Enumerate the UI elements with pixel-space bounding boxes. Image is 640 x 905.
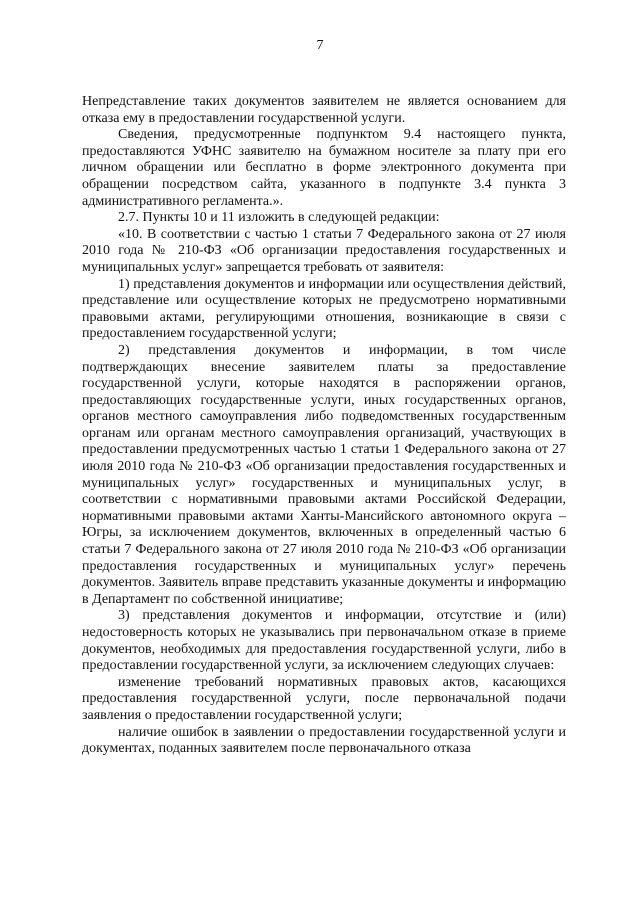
paragraph-case-requirements-change: изменение требований нормативных правовых актов, касающихся предоставления государственной услуги, после первоначальной подачи заявления о предоставлении государственной услуги; [82, 674, 566, 723]
paragraph-info-provision: Сведения, предусмотренные подпунктом 9.4 настоящего пункта, предоставляются УФНС заявителю на бумажном носителе за плату при его личном обращении или бесплатно в форме электронного документа при обращении посредством сайта, указанного в подпункте 3.4 пункта 3 административного регламента.». [82, 127, 566, 209]
document-body [82, 94, 566, 758]
paragraph-clause-10: «10. В соответствии с частью 1 статьи 7 Федерального закона от 27 июля 2010 года № 210-ФЗ «Об организации предоставления государственных и муниципальных услуг» запрещается требовать от заявителя: [82, 226, 566, 275]
paragraph-amendment-2-7: 2.7. Пункты 10 и 11 изложить в следующей редакции: [118, 210, 440, 226]
paragraph-case-errors: наличие ошибок в заявлении о предоставлении государственной услуги и документах, поданных заявителем после первоначального отказа [82, 724, 566, 757]
paragraph-continuation: Непредставление таких документов заявителем не является основанием для отказа ему в предоставлении государственной услуги. [82, 94, 566, 126]
paragraph-item-3: 3) представления документов и информации, отсутствие и (или) недостоверность которых не указывались при первоначальном отказе в приеме документов, необходимых для предоставления государственной услуги, либо в предоставлении государственной услуги, за исключением следующих случаев: [82, 608, 566, 674]
paragraph-item-2: 2) представления документов и информации, в том числе подтверждающих внесение заявителем платы за предоставление государственной услуги, которые находятся в распоряжении органов, предоставляющих государственные услуги, иных государственных органов, органов местного самоуправления либо подведомственных государственным органам или органам местного самоуправления организаций, участвующих в предоставлении предусмотренных частью 1 статьи 1 Федерального закона от 27 июля 2010 года № 210-ФЗ «Об организации предоставления государственных и муниципальных услуг» государственных и муниципальных услуг, в соответствии с нормативными правовыми актами Российской Федерации, нормативными правовыми актами Ханты-Мансийского автономного округа – Югры, за исключением документов, включенных в определенный частью 6 статьи 7 Федерального закона от 27 июля 2010 года № 210-ФЗ «Об организации предоставления государственных и муниципальных услуг» перечень документов. Заявитель вправе представить указанные документы и информацию в Департамент по собственной инициативе; [82, 342, 566, 607]
paragraph-item-1: 1) представления документов и информации или осуществления действий, представление или осуществление которых не предусмотрено нормативными правовыми актами, регулирующими отношения, возникающие в связи с предоставлением государственной услуги; [82, 276, 566, 342]
page-number: 7 [316, 38, 324, 53]
